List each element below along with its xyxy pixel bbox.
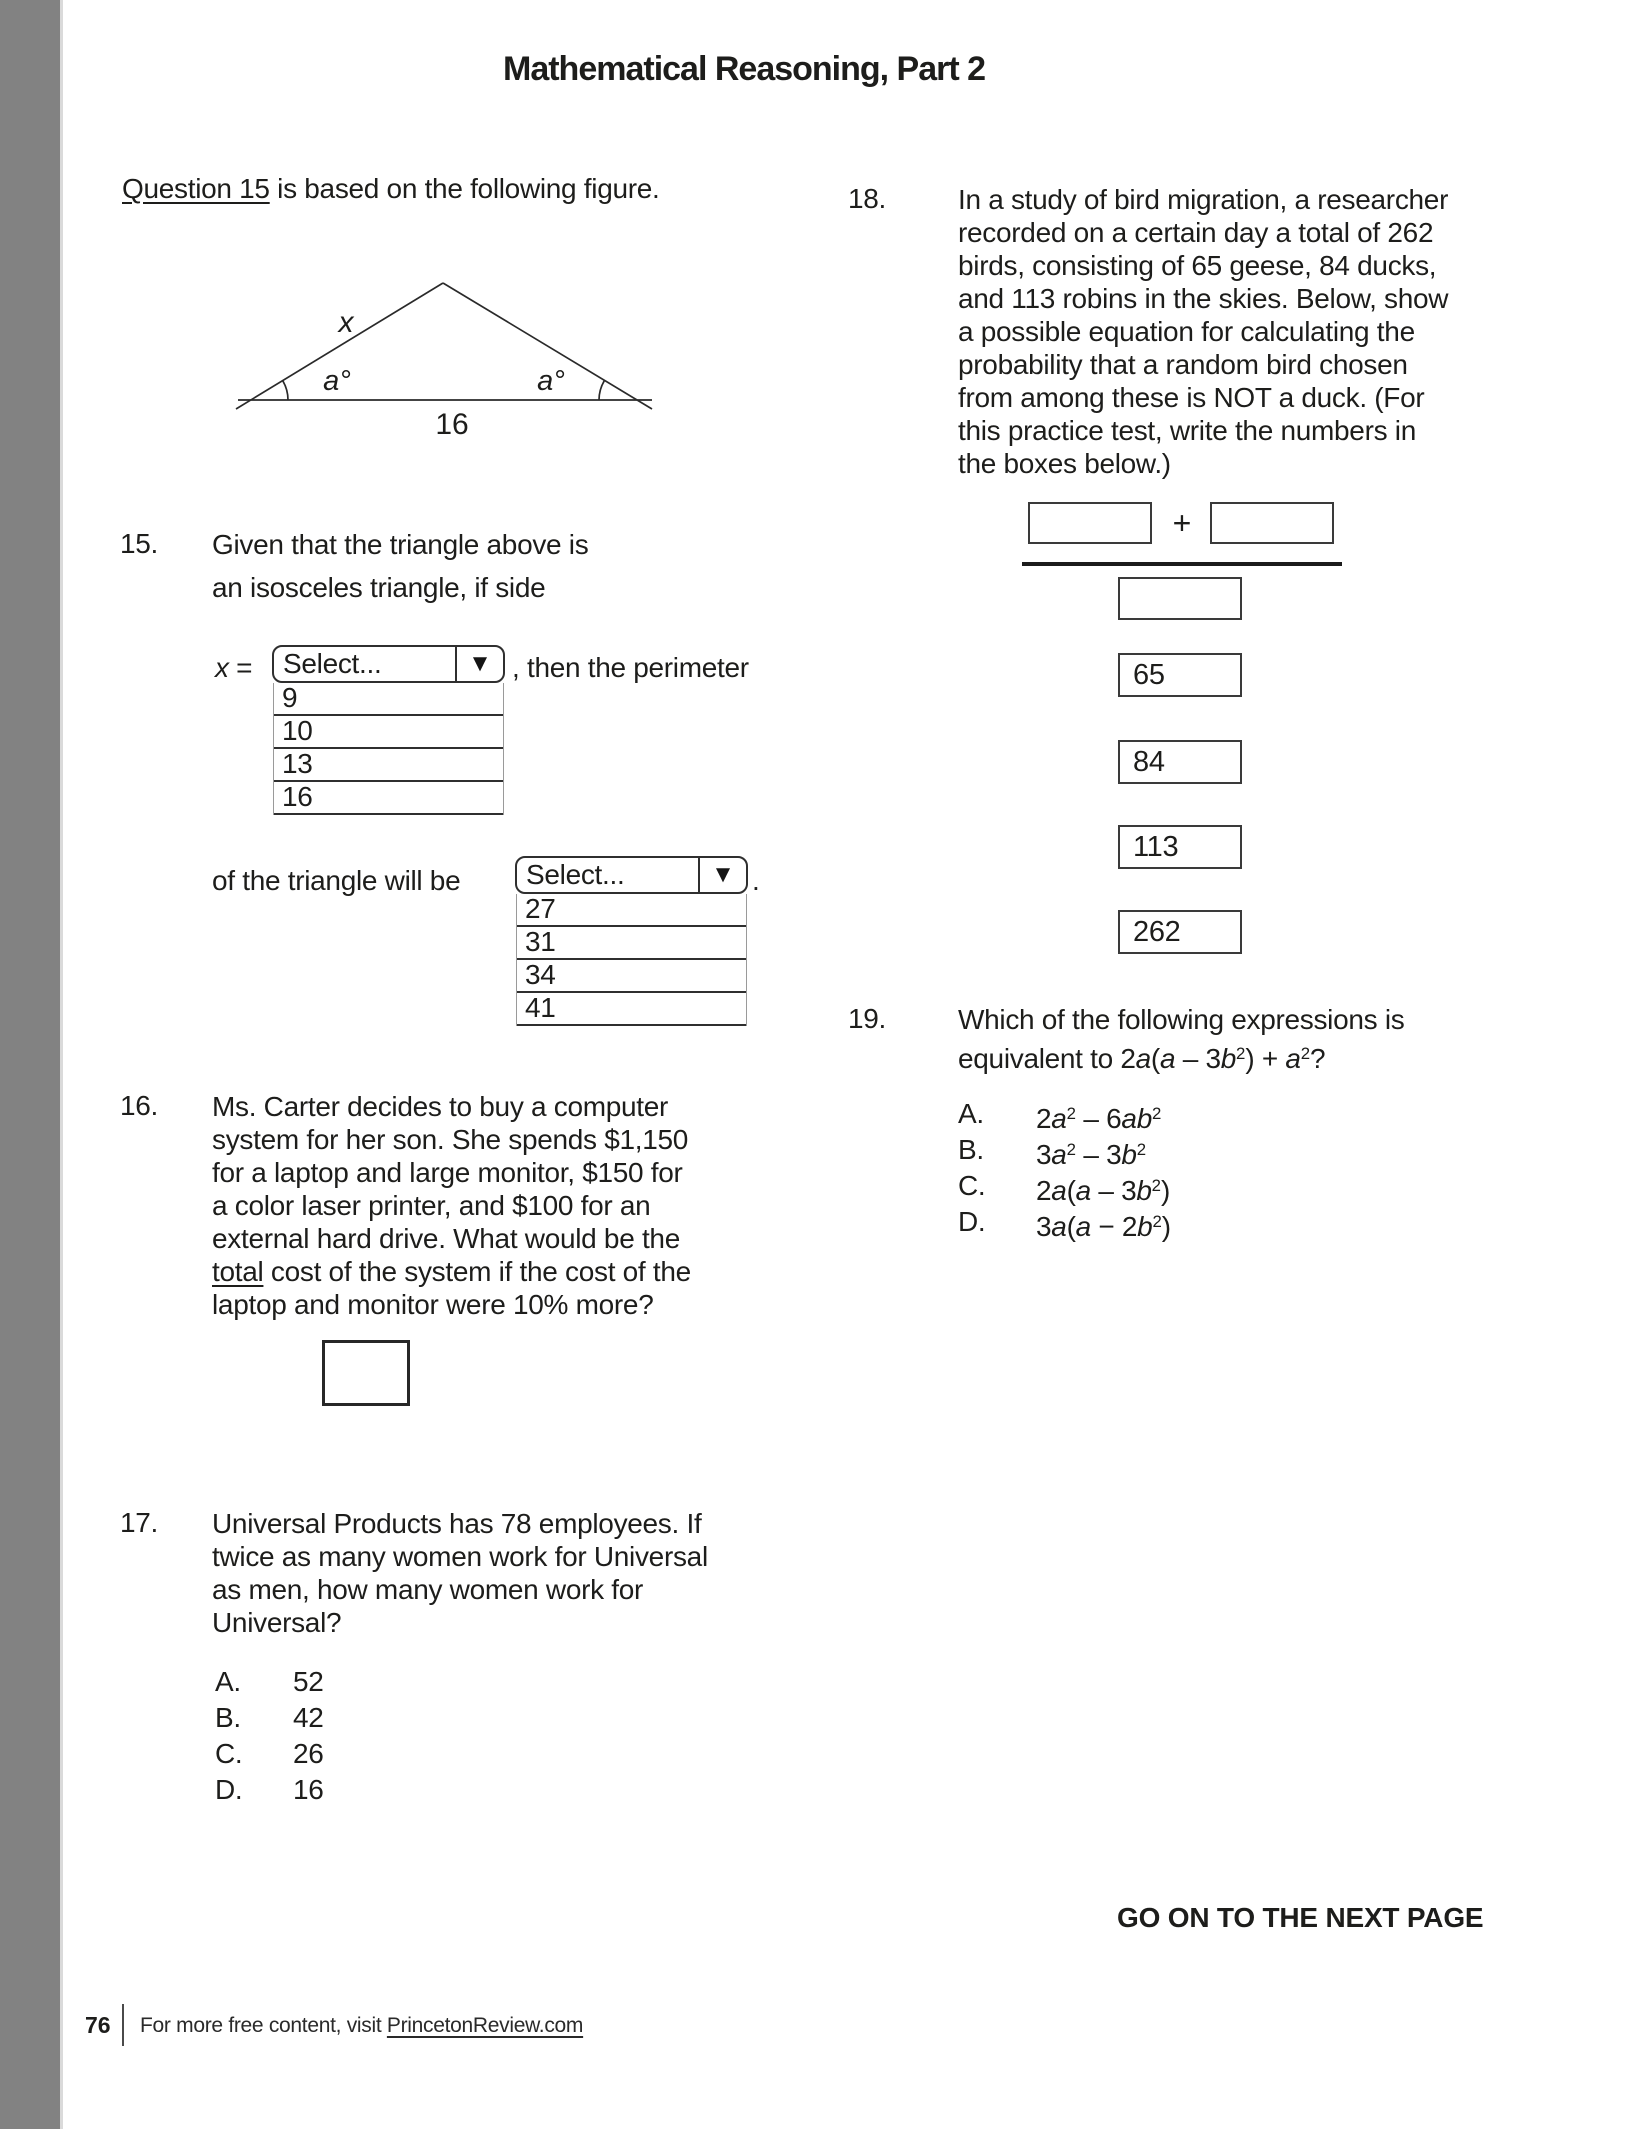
q18-line: the boxes below.) bbox=[958, 448, 1171, 479]
q17-option-value[interactable]: 16 bbox=[293, 1774, 324, 1805]
q19-option-letter[interactable]: A. bbox=[958, 1098, 984, 1129]
q19-line2: equivalent to $2a(a - 3b^2) + a^2$? bbox=[958, 1043, 1326, 1075]
side-x-label: x bbox=[338, 306, 354, 339]
q18-denominator-box[interactable] bbox=[1118, 577, 1242, 620]
base-length-label: 16 bbox=[435, 408, 469, 441]
q19-option-value[interactable]: $2a(a - 3b^2)$ bbox=[1036, 1175, 1171, 1207]
q17-line: as men, how many women work for bbox=[212, 1574, 644, 1605]
q16-number: 16. bbox=[120, 1090, 159, 1121]
q17-line: Universal Products has 78 employees. If bbox=[212, 1508, 702, 1539]
q19-option-value[interactable]: $2a^2 - 6ab^2$ bbox=[1036, 1103, 1162, 1135]
q19-option-letter[interactable]: D. bbox=[958, 1206, 986, 1237]
q17-option-letter[interactable]: B. bbox=[215, 1702, 241, 1733]
q15-line2: an isosceles triangle, if side bbox=[212, 572, 546, 603]
q15-line3: of the triangle will be bbox=[212, 865, 461, 896]
q15-side-select[interactable] bbox=[272, 645, 505, 683]
figure-intro-question-ref: Question 15 bbox=[122, 173, 270, 204]
page-title: Mathematical Reasoning, Part 2 bbox=[503, 50, 986, 88]
q15-after-select1: , then the perimeter bbox=[512, 652, 749, 683]
select-option[interactable]: 27 bbox=[517, 894, 746, 927]
chevron-down-icon: ▼ bbox=[698, 858, 746, 892]
q18-line: In a study of bird migration, a researcher bbox=[958, 184, 1449, 215]
q15-line1: Given that the triangle above is bbox=[212, 529, 589, 560]
q15-perimeter-select[interactable] bbox=[515, 856, 748, 894]
q16-line: for a laptop and large monitor, $150 for bbox=[212, 1157, 683, 1188]
q16-line: total cost of the system if the cost of the bbox=[212, 1256, 691, 1287]
q18-numerator-box-2[interactable] bbox=[1210, 502, 1334, 544]
footer-divider bbox=[122, 2004, 124, 2046]
q18-line: from among these is NOT a duck. (For bbox=[958, 382, 1425, 413]
select-option[interactable]: 31 bbox=[517, 927, 746, 960]
q17-line: twice as many women work for Universal bbox=[212, 1541, 708, 1572]
q19-option-letter[interactable]: B. bbox=[958, 1134, 984, 1165]
chevron-down-icon: ▼ bbox=[455, 647, 503, 681]
go-on-instruction: GO ON TO THE NEXT PAGE bbox=[1117, 1902, 1484, 1933]
select-option[interactable]: 13 bbox=[274, 749, 503, 782]
q15-perimeter-select-value: Select... bbox=[526, 859, 625, 890]
right-angle-label: a° bbox=[537, 365, 565, 397]
q16-line: external hard drive. What would be the bbox=[212, 1223, 680, 1254]
q19-option-value[interactable]: $3a^2 - 3b^2$ bbox=[1036, 1139, 1147, 1171]
q17-option-value[interactable]: 42 bbox=[293, 1702, 324, 1733]
q18-number-tile[interactable]: 262 bbox=[1118, 910, 1242, 954]
isosceles-triangle-figure bbox=[228, 256, 670, 442]
q18-line: a possible equation for calculating the bbox=[958, 316, 1415, 347]
q17-option-letter[interactable]: C. bbox=[215, 1738, 243, 1769]
q17-option-value[interactable]: 52 bbox=[293, 1666, 324, 1697]
page-number: 76 bbox=[85, 2012, 111, 2038]
q16-line: system for her son. She spends $1,150 bbox=[212, 1124, 689, 1155]
q16-total-underlined: total bbox=[212, 1256, 264, 1287]
select-option[interactable]: 34 bbox=[517, 960, 746, 993]
q15-side-select-options bbox=[273, 683, 504, 815]
left-angle-arc bbox=[283, 380, 289, 400]
left-angle-label: a° bbox=[323, 365, 351, 397]
q17-number: 17. bbox=[120, 1507, 159, 1538]
q16-line: laptop and monitor were 10% more? bbox=[212, 1289, 654, 1320]
q15-side-select-value: Select... bbox=[283, 648, 382, 679]
q15-x-equals: x = bbox=[215, 652, 253, 683]
q18-plus-sign: + bbox=[1172, 505, 1192, 541]
q18-fraction-bar bbox=[1022, 562, 1342, 566]
q15-perimeter-select-options bbox=[516, 894, 747, 1026]
select-option[interactable]: 9 bbox=[274, 683, 503, 716]
right-angle-arc bbox=[599, 380, 605, 400]
q15-number: 15. bbox=[120, 528, 159, 559]
q16-line: Ms. Carter decides to buy a computer bbox=[212, 1091, 669, 1122]
q18-number: 18. bbox=[848, 183, 887, 214]
q16-answer-box[interactable] bbox=[322, 1340, 410, 1406]
q17-option-value[interactable]: 26 bbox=[293, 1738, 324, 1769]
q16-line: a color laser printer, and $100 for an bbox=[212, 1190, 651, 1221]
q19-line1: Which of the following expressions is bbox=[958, 1004, 1405, 1035]
select-option[interactable]: 10 bbox=[274, 716, 503, 749]
q18-line: this practice test, write the numbers in bbox=[958, 415, 1416, 446]
select-option[interactable]: 41 bbox=[517, 993, 746, 1026]
q18-number-tile[interactable]: 113 bbox=[1118, 825, 1242, 869]
figure-intro bbox=[122, 172, 660, 205]
q17-option-letter[interactable]: D. bbox=[215, 1774, 243, 1805]
q18-number-tile[interactable]: 65 bbox=[1118, 653, 1242, 697]
q18-line: birds, consisting of 65 geese, 84 ducks, bbox=[958, 250, 1437, 281]
q19-option-letter[interactable]: C. bbox=[958, 1170, 986, 1201]
footer-text: For more free content, visit PrincetonReview.com bbox=[140, 2014, 584, 2037]
q18-number-tile[interactable]: 84 bbox=[1118, 740, 1242, 784]
q17-line: Universal? bbox=[212, 1607, 342, 1638]
q15-after-select2: . bbox=[752, 865, 760, 896]
q18-numerator-box-1[interactable] bbox=[1028, 502, 1152, 544]
select-option[interactable]: 16 bbox=[274, 782, 503, 815]
figure-intro-rest: is based on the following figure. bbox=[269, 173, 660, 204]
page-edge-bar bbox=[0, 0, 63, 2129]
q17-option-letter[interactable]: A. bbox=[215, 1666, 241, 1697]
q18-line: probability that a random bird chosen bbox=[958, 349, 1408, 380]
princeton-review-link[interactable]: PrincetonReview.com bbox=[386, 2014, 584, 2037]
q19-option-value[interactable]: $3a(a - 2b^2)$ bbox=[1036, 1211, 1171, 1243]
q19-number: 19. bbox=[848, 1003, 887, 1034]
q18-line: recorded on a certain day a total of 262 bbox=[958, 217, 1434, 248]
q18-line: and 113 robins in the skies. Below, show bbox=[958, 283, 1449, 314]
